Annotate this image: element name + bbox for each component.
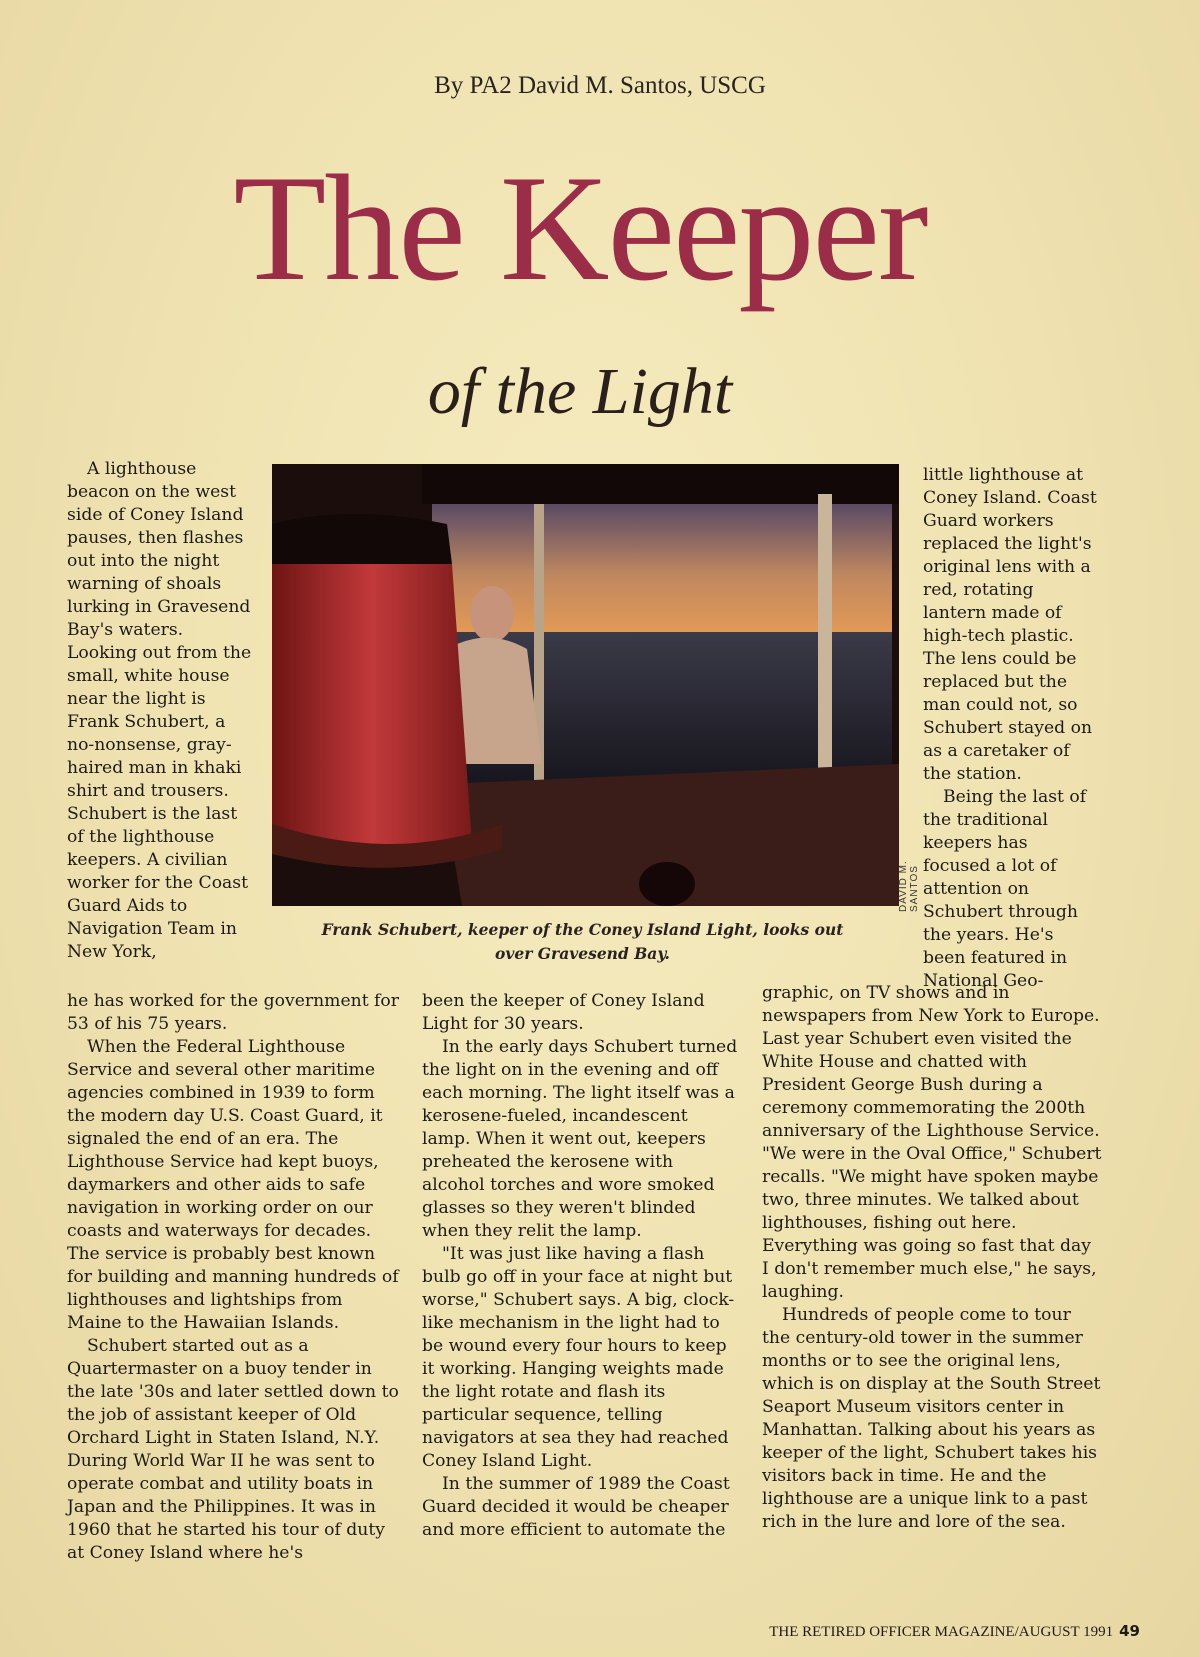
page-number: 49 [1119, 1622, 1140, 1640]
paragraph: been the keeper of Coney Island Light for 30 years. [422, 991, 705, 1034]
column-3 [762, 982, 1102, 1534]
photo-credit: DAVID M. SANTOS [898, 860, 920, 912]
paragraph: "It was just like having a flash bulb go off in your face at night but worse," Schubert says. A big, clock-like mechanism in the light had to be wound every four hours to keep it working. Hanging weights made the light rotate and flash its particular sequence, telling navigators at sea they had reached Coney Island Light. [422, 1244, 735, 1471]
paragraph: Schubert started out as a Quartermaster on a buoy tender in the late '30s and later settled down to the job of assistant keeper of Old Orchard Light in Staten Island, N.Y. During World War II he was sent to operate combat and utility boats in Japan and the Philippines. It was in 1960 that he started his tour of duty at Coney Island where he's [67, 1336, 399, 1563]
page-footer [600, 1622, 1140, 1641]
photo-caption [300, 918, 865, 966]
paragraph: he has worked for the government for 53 of his 75 years. [67, 991, 399, 1034]
paragraph: little lighthouse at Coney Island. Coast Guard workers replaced the light's original lens with a red, rotating lantern made of high-tech plastic. The lens could be replaced but the man could not, so Schubert stayed on as a caretaker of the station. [923, 465, 1097, 784]
footer-magazine: THE RETIRED OFFICER MAGAZINE/AUGUST 1991 [769, 1624, 1114, 1640]
paragraph: In the early days Schubert turned the light on in the evening and off each morning. The light itself was a kerosene-fueled, incandescent lamp. When it went out, keepers preheated the kerosene with alcohol torches and wore smoked glasses so they weren't blinded when they relit the lamp. [422, 1037, 738, 1241]
paragraph: graphic, on TV shows and in newspapers from New York to Europe. Last year Schubert even visited the White House and chatted with President George Bush during a ceremony commemorating the 200th anniversary of the Lighthouse Service. "We were in the Oval Office," Schubert recalls. "We might have spoken maybe two, three minutes. We talked about lighthouses, fishing out here. Everything was going so fast that day I don't remember much else," he says, laughing. [762, 983, 1102, 1302]
intro-paragraph [67, 458, 257, 964]
caption-line-1: Frank Schubert, keeper of the Coney Island Light, looks out [321, 920, 844, 939]
byline: By PA2 David M. Santos, USCG [434, 72, 766, 99]
lighthouse-photo [272, 464, 899, 906]
paragraph: Hundreds of people come to tour the century-old tower in the summer months or to see the original lens, which is on display at the South Street Seaport Museum visitors center in Manhattan. Talking about his years as keeper of the light, Schubert takes his visitors back in time. He and the lighthouse are a unique link to a past rich in the lure and lore of the sea. [762, 1305, 1101, 1532]
column-1 [67, 990, 402, 1565]
right-top-column [923, 464, 1098, 993]
paragraph: Being the last of the traditional keepers has focused a lot of attention on Schubert through the years. He's been featured in National Geo- [923, 787, 1087, 991]
paragraph: In the summer of 1989 the Coast Guard decided it would be cheaper and more efficient to automate the [422, 1474, 730, 1540]
paragraph: When the Federal Lighthouse Service and several other maritime agencies combined in 1939 to form the modern day U.S. Coast Guard, it signaled the end of an era. The Lighthouse Service had kept buoys, daymarkers and other aids to safe navigation in working order on our coasts and waterways for decades. The service is probably best known for building and manning hundreds of lighthouses and lightships from Maine to the Hawaiian Islands. [67, 1037, 399, 1333]
article-title: The Keeper [233, 144, 927, 312]
caption-line-2: over Gravesend Bay. [495, 944, 670, 963]
paragraph: A lighthouse beacon on the west side of Coney Island pauses, then flashes out into the night warning of shoals lurking in Gravesend Bay's waters. Looking out from the small, white house near the light is Frank Schubert, a no-nonsense, gray-haired man in khaki shirt and trousers. Schubert is the last of the lighthouse keepers. A civilian worker for the Coast Guard Aids to Navigation Team in New York, [67, 459, 252, 962]
article-subtitle: of the Light [427, 355, 733, 428]
column-2 [422, 990, 740, 1542]
lighthouse-photo-illustration [272, 464, 899, 906]
